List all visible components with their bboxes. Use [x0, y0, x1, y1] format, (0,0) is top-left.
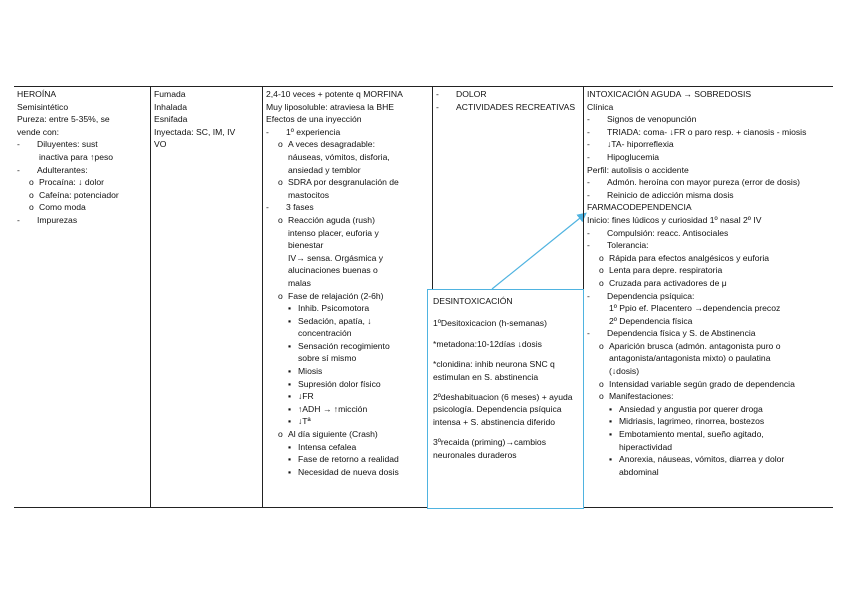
- list-item: ▪ Midriasis, lagrimeo, rinorrea, bostezos: [609, 416, 765, 427]
- text-line: hiperactividad: [619, 441, 673, 452]
- text-line: Clínica: [587, 101, 614, 112]
- column-heroin: [14, 87, 150, 507]
- list-item: ▪ Fase de retorno a realidad: [288, 454, 399, 465]
- text-line: Inicio: fines lúdicos y curiosidad 1º nasal 2º IV: [587, 214, 762, 225]
- text-line: inactiva para ↑peso: [39, 151, 114, 162]
- text-line: malas: [288, 277, 311, 288]
- list-item: - Compulsión: reacc. Antisociales: [587, 227, 729, 238]
- list-item: o Cafeína: potenciador: [29, 189, 119, 200]
- list-item: ▪ Supresión dolor físico: [288, 378, 381, 389]
- list-item: - 3 fases: [266, 202, 314, 213]
- text-line: antagonista/antagonista mixto) o paulatina: [609, 353, 771, 364]
- list-item: o Aparición brusca (admón. antagonista puro o: [599, 340, 781, 351]
- list-item: o Como moda: [29, 202, 86, 213]
- list-item: ▪ Necesidad de nueva dosis: [288, 466, 399, 477]
- column-effects: [262, 87, 432, 507]
- list-item: o Al día siguiente (Crash): [278, 429, 378, 440]
- text-line: náuseas, vómitos, disforia,: [288, 151, 390, 162]
- list-item: ▪ Intensa cefalea: [288, 441, 357, 452]
- list-item: - Dependencia psíquica:: [587, 290, 695, 301]
- list-item: - Reinicio de adicción misma dosis: [587, 189, 734, 200]
- list-item: ▪ Miosis: [288, 366, 323, 377]
- list-item: - ACTIVIDADES RECREATIVAS: [436, 101, 576, 112]
- list-item: ▪ Sensación recogimiento: [288, 340, 390, 351]
- list-item: ▪ ↑ADH → ↑micción: [288, 403, 368, 414]
- detox-title: DESINTOXICACIÓN: [433, 296, 513, 306]
- detox-clonidine: *clonidina: inhib neurona SNC q estimulan en S. abstinencia: [433, 359, 555, 382]
- list-item: o Procaína: ↓ dolor: [29, 177, 104, 188]
- text-line: Pureza: entre 5-35%, se: [17, 114, 110, 125]
- heading-heroina: HEROÍNA: [17, 89, 57, 99]
- list-item: ▪ Embotamiento mental, sueño agitado,: [609, 429, 764, 440]
- text-line: VO: [154, 139, 167, 150]
- list-item: - DOLOR: [436, 89, 487, 99]
- text-line: mastocitos: [288, 189, 330, 200]
- list-item: ▪ Anorexia, náuseas, vómitos, diarrea y dolor: [609, 454, 785, 465]
- detox-textbox[interactable]: [427, 289, 584, 509]
- list-item: o SDRA por desgranulación de: [278, 177, 399, 188]
- list-item: ▪ ↓Tª: [288, 416, 311, 427]
- column-intoxication: [583, 87, 833, 507]
- text-line: abdominal: [619, 466, 659, 477]
- list-item: - Impurezas: [17, 214, 78, 225]
- text-line: vende con:: [17, 126, 60, 137]
- list-item: - 1º experiencia: [266, 126, 341, 137]
- list-item: - Diluyentes: sust: [17, 139, 98, 150]
- text-line: 1º Ppio ef. Placentero →dependencia precoz: [609, 303, 781, 314]
- text-line: alucinaciones buenas o: [288, 265, 378, 276]
- list-item: ▪ Ansiedad y angustia por querer droga: [609, 403, 763, 414]
- list-item: - Dependencia física y S. de Abstinencia: [587, 328, 756, 339]
- list-item: ▪ Sedación, apatía, ↓: [288, 315, 372, 326]
- text-line: 2,4-10 veces + potente q MORFINA: [266, 89, 403, 99]
- list-item: - TRIADA: coma- ↓FR o paro resp. + cianosis - miosis: [587, 126, 807, 137]
- list-item: o Intensidad variable según grado de dependencia: [599, 378, 795, 389]
- text-line: bienestar: [288, 240, 324, 251]
- list-item: ▪ Inhib. Psicomotora: [288, 303, 370, 314]
- text-line: Muy liposoluble: atraviesa la BHE: [266, 101, 395, 112]
- list-item: o Fase de relajación (2-6h): [278, 290, 384, 301]
- list-item: o Reacción aguda (rush): [278, 214, 375, 225]
- text-line: Perfil: autolisis o accidente: [587, 164, 689, 175]
- notes-table: [14, 86, 833, 508]
- list-item: o Rápida para efectos analgésicos y euforia: [599, 252, 770, 263]
- list-item: o Manifestaciones:: [599, 391, 674, 402]
- list-item: - Admón. heroína con mayor pureza (error de dosis): [587, 177, 800, 188]
- text-line: intenso placer, euforia y: [288, 227, 379, 238]
- heading-farmacodependencia: FARMACODEPENDENCIA: [587, 202, 692, 213]
- text-line: Semisintético: [17, 101, 69, 112]
- text-line: Esnifada: [154, 114, 188, 125]
- text-line: (↓dosis): [609, 366, 640, 377]
- list-item: o Cruzada para activadores de μ: [599, 277, 727, 288]
- list-item: - Signos de venopunción: [587, 114, 697, 125]
- column-routes: [150, 87, 262, 507]
- detox-step-3: 3ºrecaida (priming)→cambios neuronales duraderos: [433, 437, 546, 460]
- text-line: Inyectada: SC, IM, IV: [154, 126, 236, 137]
- text-line: ansiedad y temblor: [288, 164, 361, 175]
- list-item: - Tolerancia:: [587, 240, 649, 251]
- text-line: Fumada: [154, 89, 186, 99]
- detox-step-1: 1ºDesitoxicacion (h-semanas): [433, 318, 547, 329]
- text-line: Inhalada: [154, 101, 187, 112]
- list-item: - ↓TA- hiporreflexia: [587, 139, 674, 150]
- list-item: ▪ ↓FR: [288, 391, 314, 402]
- detox-step-2: 2ºdeshabituacion (6 meses) + ayuda psicología. Dependencia psíquica intensa + S. abstinencia diferido: [433, 392, 573, 427]
- list-item: o Lenta para depre. respiratoria: [599, 265, 723, 276]
- text-line: concentración: [298, 328, 352, 339]
- heading-intoxicacion: INTOXICACIÓN AGUDA → SOBREDOSIS: [587, 89, 752, 99]
- detox-methadone: *metadona:10-12días ↓dosis: [433, 338, 542, 349]
- list-item: o A veces desagradable:: [278, 139, 375, 150]
- list-item: - Adulterantes:: [17, 164, 88, 175]
- text-line: 2º Dependencia física: [609, 315, 693, 326]
- text-line: Efectos de una inyección: [266, 114, 362, 125]
- text-line: IV→ sensa. Orgásmica y: [288, 252, 384, 263]
- text-line: sobre sí mismo: [298, 353, 357, 364]
- list-item: - Hipoglucemia: [587, 151, 660, 162]
